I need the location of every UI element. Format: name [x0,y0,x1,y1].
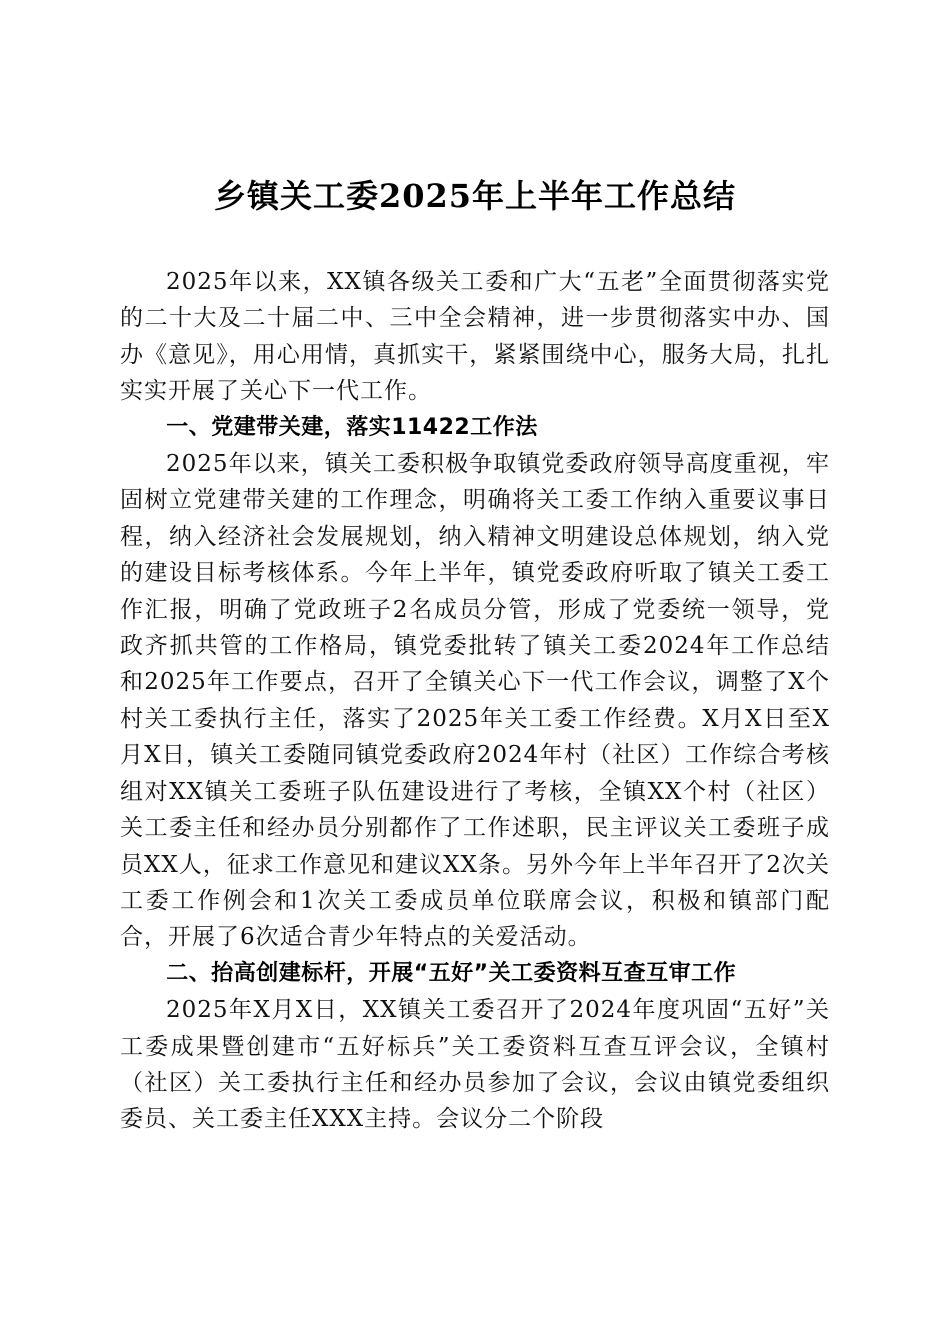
intro-paragraph: 2025年以来，XX镇各级关工委和广大“五老”全面贯彻落实党的二十大及二十届二中、三中全会精神，进一步贯彻落实中办、国办《意见》，用心用情，真抓实干，紧紧围绕中心，服务大局，扎扎实实开展了关心下一代工作。 [120,269,830,405]
section-2-paragraph: 2025年X月X日，XX镇关工委召开了2024年度巩固“五好”关工委成果暨创建市“五好标兵”关工委资料互查互评会议，全镇村（社区）关工委执行主任和经办员参加了会议，会议由镇党委组织委员、关工委主任XXX主持。会议分二个阶段 [120,997,830,1133]
section-1-paragraph: 2025年以来，镇关工委积极争取镇党委政府领导高度重视，牢固树立党建带关建的工作理念，明确将关工委工作纳入重要议事日程，纳入经济社会发展规划，纳入精神文明建设总体规划，纳入党的建设目标考核体系。今年上半年，镇党委政府听取了镇关工委工作汇报，明确了党政班子2名成员分管，形成了党委统一领导，党政齐抓共管的工作格局，镇党委批转了镇关工委2024年工作总结和2025年工作要点，召开了全镇关心下一代工作会议，调整了X个村关工委执行主任，落实了2025年关工委工作经费。X月X日至X月X日，镇关工委随同镇党委政府2024年村（社区）工作综合考核组对XX镇关工委班子队伍建设进行了考核，全镇XX个村（社区）关工委主任和经办员分别都作了工作述职，民主评议关工委班子成员XX人，征求工作意见和建议XX条。另外今年上半年召开了2次关工委工作例会和1次关工委成员单位联席会议，积极和镇部门配合，开展了6次适合青少年特点的关爱活动。 [120,451,830,951]
section-2-heading: 二、抬高创建标杆，开展“五好”关工委资料互查互审工作 [166,960,737,986]
document-title: 乡镇关工委2025年上半年工作总结 [213,177,737,215]
document-body [120,176,830,1138]
section-1-heading: 一、党建带关建，落实11422工作法 [166,414,538,440]
